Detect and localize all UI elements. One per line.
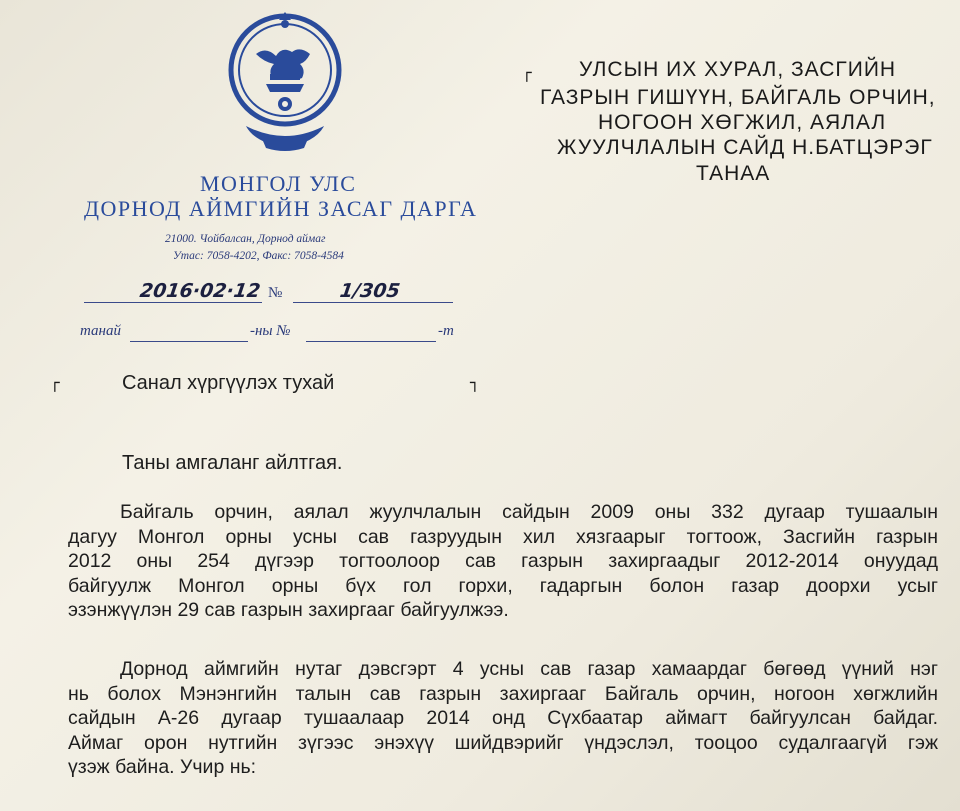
paragraph-line: Аймаг орон нутгийн зүгээс энэхүү шийдвэрийг үндэслэл, тооцоо судалгаагүй гэж bbox=[68, 731, 938, 754]
corner-mark-icon: ┌ bbox=[522, 63, 532, 82]
corner-mark-icon: ┌ bbox=[50, 373, 60, 392]
ref-prefix: танай bbox=[80, 323, 121, 339]
paragraph-line: нь болох Мэнэнгийн талын сав газрын захиргааг Байгаль орчин, ногоон хөгжлийн bbox=[68, 682, 938, 705]
paragraph-line: Дорнод аймгийн нутаг дэвсгэрт 4 усны сав газар хамаардаг бөгөөд үүний нэг bbox=[120, 658, 938, 680]
letterhead-country: МОНГОЛ УЛС bbox=[200, 171, 357, 196]
recipient-line: УЛСЫН ИХ ХУРАЛ, ЗАСГИЙН bbox=[579, 58, 897, 81]
date-underline bbox=[84, 302, 262, 303]
letterhead-office: ДОРНОД АЙМГИЙН ЗАСАГ ДАРГА bbox=[84, 196, 478, 221]
corner-mark-icon: ┐ bbox=[470, 373, 480, 392]
paragraph-line: үзэж байна. Учир нь: bbox=[68, 756, 257, 778]
recipient-line: ГАЗРЫН ГИШҮҮН, БАЙГАЛЬ ОРЧИН, bbox=[540, 86, 936, 109]
subject-line: Санал хүргүүлэх тухай bbox=[122, 372, 335, 394]
recipient-line: НОГООН ХӨГЖИЛ, АЯЛАЛ bbox=[598, 111, 887, 134]
letterhead-address: 21000. Чойбалсан, Дорнод аймаг bbox=[165, 233, 326, 245]
paragraph-line: байгуулж Монгол орны бүх гол горхи, гадаргын болон газар доорхи усыг bbox=[68, 574, 938, 597]
ref-mid: -ны № bbox=[250, 323, 291, 339]
ref-suffix: -т bbox=[438, 323, 454, 339]
ref-number-underline bbox=[306, 341, 436, 342]
letter-date: 2016·02·12 bbox=[138, 280, 262, 302]
recipient-line: ЖУУЛЧЛАЛЫН САЙД Н.БАТЦЭРЭГ bbox=[557, 136, 933, 159]
paragraph-line: сайдын А-26 дугаар тушаалаар 2014 онд Сүхбаатар аймагт байгуулсан байдаг. bbox=[68, 707, 938, 729]
body-paragraph-2 bbox=[68, 657, 938, 780]
letter-number: 1/305 bbox=[338, 280, 402, 302]
state-emblem-icon bbox=[226, 8, 344, 158]
ref-date-underline bbox=[130, 341, 248, 342]
body-paragraph-1 bbox=[68, 500, 938, 623]
number-underline bbox=[293, 302, 453, 303]
paragraph-line: дагуу Монгол орны усны сав газруудын хил хязгаарыг тогтоож, Засгийн газрын bbox=[68, 525, 938, 548]
recipient-line: ТАНАА bbox=[696, 162, 771, 185]
paragraph-line: 2012 оны 254 дүгээр тогтоолоор сав газрын захиргаадыг 2012-2014 онуудад bbox=[68, 550, 938, 572]
paragraph-line: Байгаль орчин, аялал жуулчлалын сайдын 2009 оны 332 дугаар тушаалын bbox=[120, 501, 938, 523]
letterhead-phone: Утас: 7058-4202, Факс: 7058-4584 bbox=[173, 250, 344, 262]
paragraph-line: эзэнжүүлэн 29 сав газрын захиргааг байгуулжээ. bbox=[68, 599, 509, 621]
number-sign: № bbox=[268, 285, 283, 301]
greeting: Таны амгаланг айлтгая. bbox=[122, 452, 343, 474]
